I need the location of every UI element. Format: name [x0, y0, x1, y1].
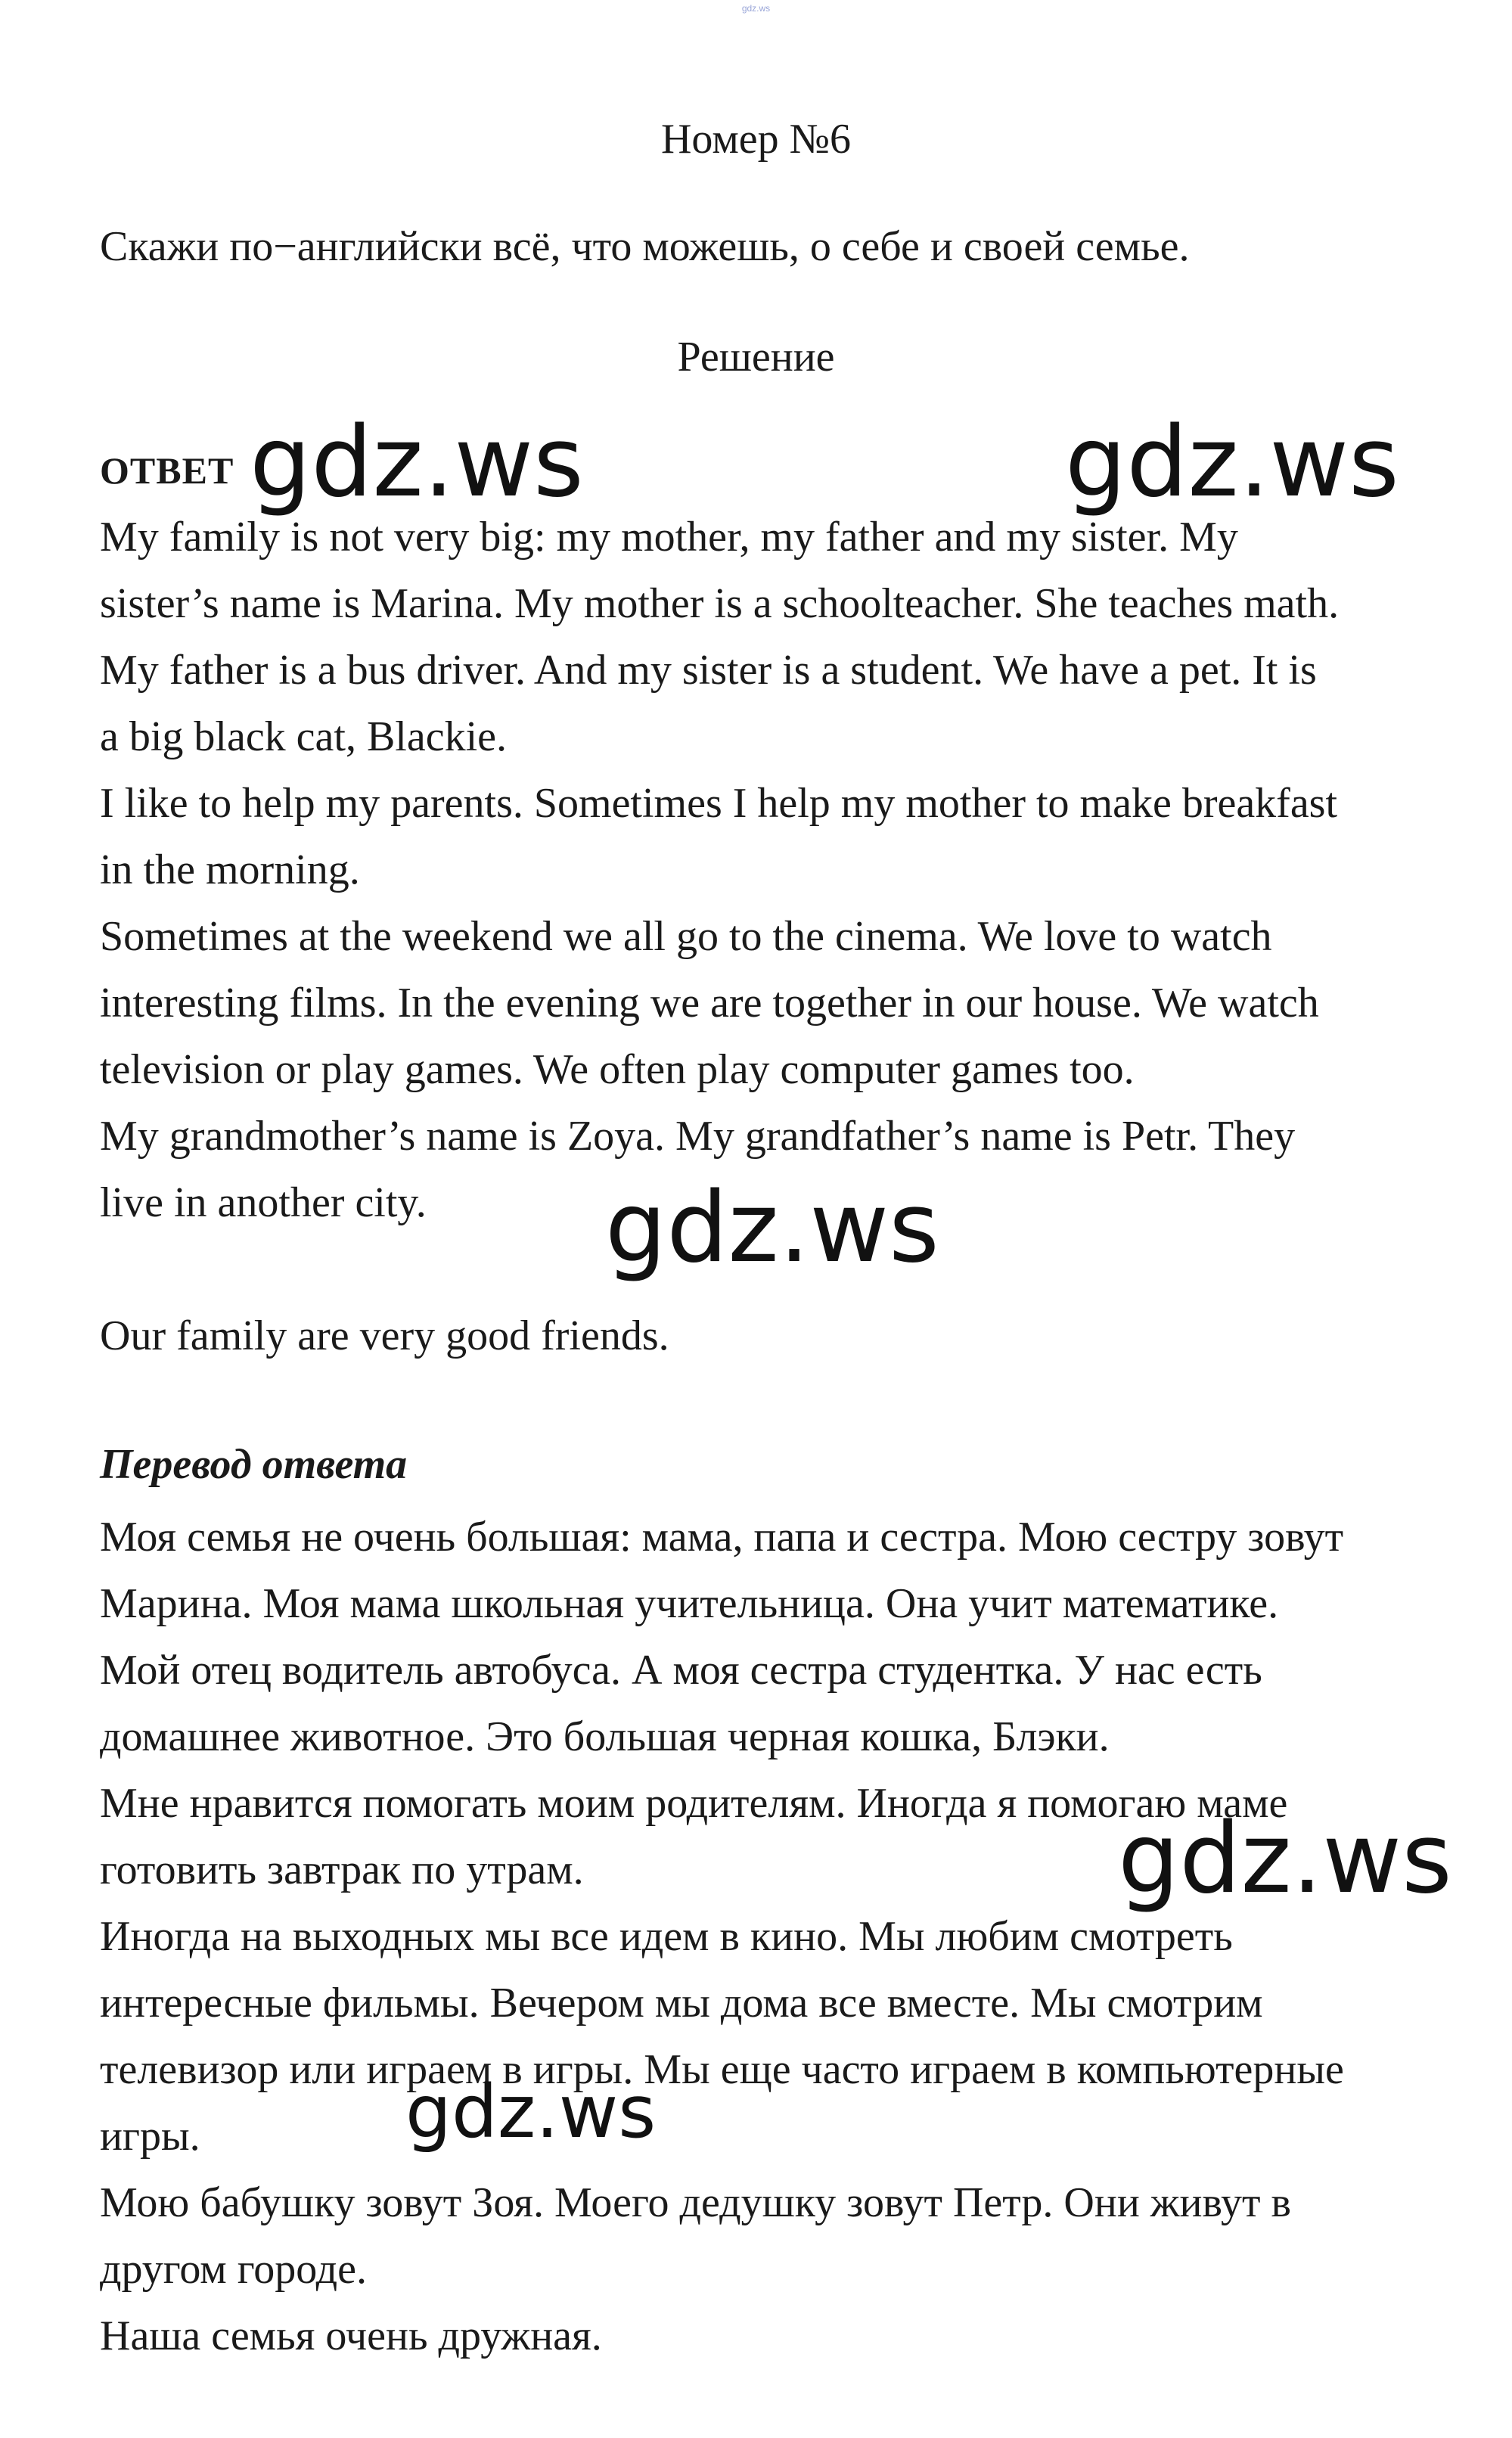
watermark: gdz.ws — [605, 1172, 939, 1284]
watermark: gdz.ws — [405, 2070, 657, 2154]
translation-line: телевизор или играем в игры. Мы еще часто играем в компьютерные — [100, 2046, 1344, 2093]
answer-line: sister’s name is Marina. My mother is a schoolteacher. She teaches math. — [100, 580, 1340, 627]
translation-line: Наша семья очень дружная. — [100, 2312, 602, 2359]
watermark: gdz.ws — [1118, 1803, 1452, 1915]
answer-closing — [100, 1303, 1446, 1369]
task-text: Скажи по−английски всё, что можешь, о себе и своей семье. — [100, 223, 1190, 270]
translation-line: Мой отец водитель автобуса. А моя сестра студентка. У нас есть — [100, 1647, 1262, 1694]
answer-line: My father is a bus driver. And my sister is a student. We have a pet. It is — [100, 647, 1317, 694]
solution-heading: Решение — [677, 334, 835, 380]
translation-line: Иногда на выходных мы все идем в кино. Мы любим смотреть — [100, 1913, 1233, 1960]
page-title: Номер №6 — [660, 116, 852, 163]
answer-label: ОТВЕТ — [100, 449, 234, 492]
watermark: gdz.ws — [250, 406, 584, 519]
watermark: gdz.ws — [1065, 406, 1399, 519]
answer-line: My grandmother’s name is Zoya. My grandfather’s name is Petr. They — [100, 1113, 1296, 1160]
answer-text — [100, 504, 1446, 1236]
translation-text — [100, 1504, 1446, 2369]
translation-line: интересные фильмы. Вечером мы дома все вместе. Мы смотрим — [100, 1980, 1263, 2026]
translation-line: Мне нравится помогать моим родителям. Иногда я помогаю маме — [100, 1780, 1288, 1827]
answer-line: Sometimes at the weekend we all go to the cinema. We love to watch — [100, 913, 1272, 960]
translation-line: готовить завтрак по утрам. — [100, 1846, 584, 1893]
translation-line: другом городе. — [100, 2246, 368, 2293]
translation-line: Моя семья не очень большая: мама, папа и сестра. Мою сестру зовут — [100, 1514, 1344, 1561]
translation-line: игры. — [100, 2113, 200, 2160]
translation-line: домашнее животное. Это большая черная кошка, Блэки. — [100, 1713, 1110, 1760]
translation-label: Перевод ответа — [100, 1441, 408, 1488]
answer-line: a big black cat, Blackie. — [100, 713, 507, 760]
answer-line: I like to help my parents. Sometimes I help my mother to make breakfast — [100, 780, 1338, 827]
answer-closing-line: Our family are very good friends. — [100, 1312, 669, 1359]
answer-line: My family is not very big: my mother, my father and my sister. My — [100, 514, 1238, 561]
answer-line: television or play games. We often play computer games too. — [100, 1046, 1135, 1093]
top-watermark: gdz.ws — [741, 3, 771, 14]
translation-line: Марина. Моя мама школьная учительница. Она учит математике. — [100, 1580, 1279, 1627]
answer-line: interesting films. In the evening we are together in our house. We watch — [100, 980, 1319, 1026]
answer-line: live in another city. — [100, 1179, 427, 1226]
translation-line: Мою бабушку зовут Зоя. Моего дедушку зовут Петр. Они живут в — [100, 2179, 1291, 2226]
answer-line: in the morning. — [100, 846, 360, 893]
